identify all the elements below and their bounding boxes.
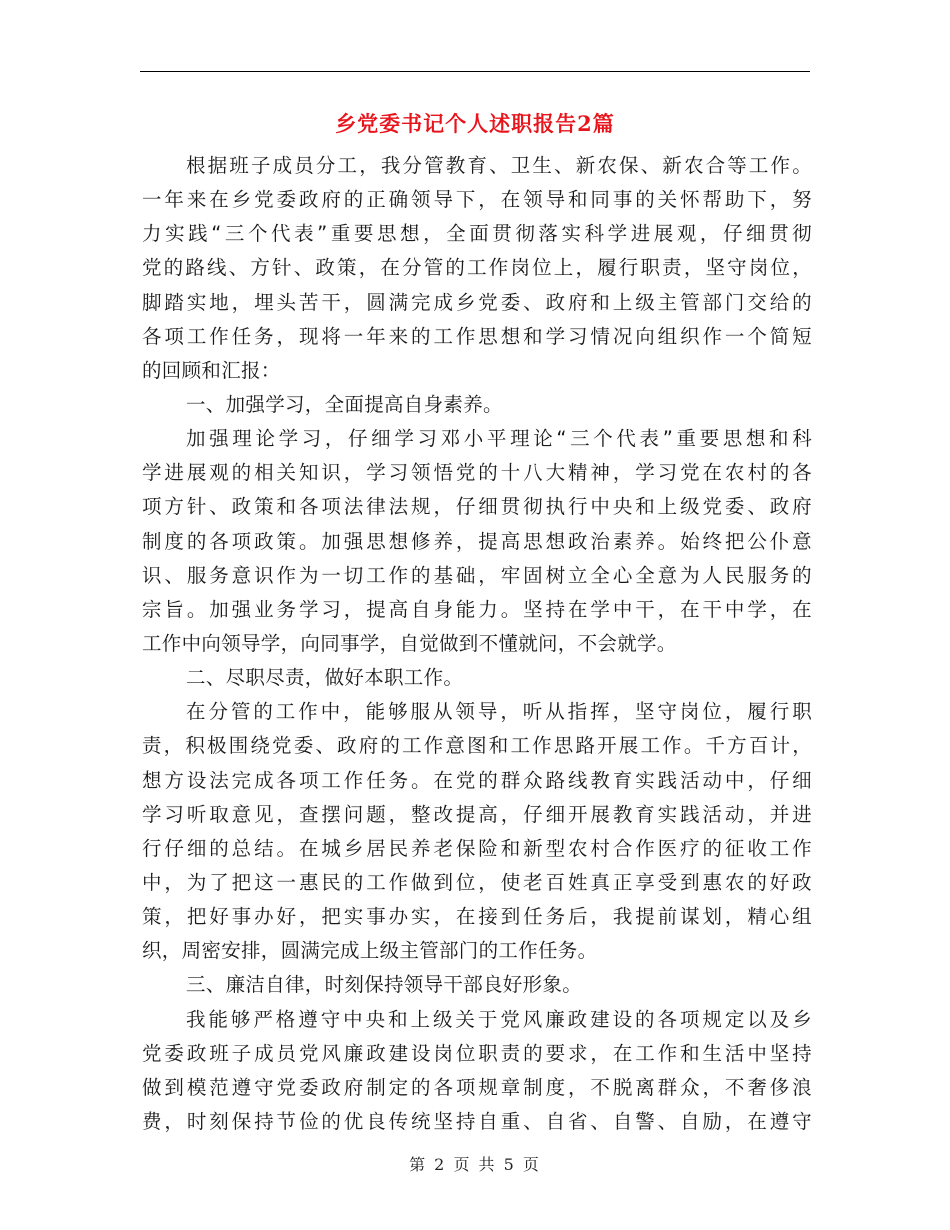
text-line: 在分管的工作中，能够服从领导，听从指挥，坚守岗位，履行职 xyxy=(186,700,812,724)
header-rule xyxy=(140,71,810,72)
text-line: 力实践“三个代表”重要思想，全面贯彻落实科学进展观，仔细贯彻 xyxy=(142,222,812,246)
text-line: 一年来在乡党委政府的正确领导下，在领导和同事的关怀帮助下，努 xyxy=(142,188,812,212)
text-line: 党委政班子成员党风廉政建设岗位职责的要求，在工作和生活中坚持 xyxy=(142,1041,812,1065)
text-line: 一、加强学习，全面提高自身素养。 xyxy=(186,392,503,416)
text-line: 根据班子成员分工，我分管教育、卫生、新农保、新农合等工作。 xyxy=(186,154,812,177)
text-line: 宗旨。加强业务学习，提高自身能力。坚持在学中干，在干中学，在 xyxy=(142,597,812,621)
text-line: 工作中向领导学，向同事学，自觉做到不懂就问，不会就学。 xyxy=(142,631,677,655)
text-line: 想方设法完成各项工作任务。在党的群众路线教育实践活动中，仔细 xyxy=(142,768,812,792)
text-line: 我能够严格遵守中央和上级关于党风廉政建设的各项规定以及乡 xyxy=(186,1007,812,1031)
text-line: 三、廉洁自律，时刻保持领导干部良好形象。 xyxy=(186,973,583,997)
text-line: 策，把好事办好，把实事办实，在接到任务后，我提前谋划，精心组 xyxy=(142,905,812,929)
text-line: 识、服务意识作为一切工作的基础，牢固树立全心全意为人民服务的 xyxy=(142,563,812,587)
page-footer: 第 2 页 共 5 页 xyxy=(409,1155,541,1174)
text-line: 学习听取意见，查摆问题，整改提高，仔细开展教育实践活动，并进 xyxy=(142,802,812,826)
text-line: 费，时刻保持节俭的优良传统坚持自重、自省、自警、自励，在遵守 xyxy=(142,1109,812,1133)
text-line: 的回顾和汇报： xyxy=(142,358,281,382)
text-line: 二、尽职尽责，做好本职工作。 xyxy=(186,666,464,690)
text-line: 各项工作任务，现将一年来的工作思想和学习情况向组织作一个简短 xyxy=(142,324,812,348)
text-line: 中，为了把这一惠民的工作做到位，使老百姓真正享受到惠农的好政 xyxy=(142,870,812,894)
text-line: 加强理论学习，仔细学习邓小平理论“三个代表”重要思想和科 xyxy=(186,427,812,451)
document-body xyxy=(142,149,812,1139)
text-line: 做到模范遵守党委政府制定的各项规章制度，不脱离群众，不奢侈浪 xyxy=(142,1075,812,1099)
text-line: 项方针、政策和各项法律法规，仔细贯彻执行中央和上级党委、政府 xyxy=(142,495,812,519)
text-line: 脚踏实地，埋头苦干，圆满完成乡党委、政府和上级主管部门交给的 xyxy=(142,290,812,314)
text-line: 党的路线、方针、政策，在分管的工作岗位上，履行职责，坚守岗位， xyxy=(142,256,812,280)
text-line: 织，周密安排，圆满完成上级主管部门的工作任务。 xyxy=(142,939,598,963)
text-line: 制度的各项政策。加强思想修养，提高思想政治素养。始终把公仆意 xyxy=(142,529,812,553)
document-title: 乡党委书记个人述职报告2篇 xyxy=(335,111,615,136)
text-line: 责，积极围绕党委、政府的工作意图和工作思路开展工作。千方百计， xyxy=(142,734,812,758)
text-line: 学进展观的相关知识，学习领悟党的十八大精神，学习党在农村的各 xyxy=(142,461,812,485)
text-line: 行仔细的总结。在城乡居民养老保险和新型农村合作医疗的征收工作 xyxy=(142,836,812,860)
